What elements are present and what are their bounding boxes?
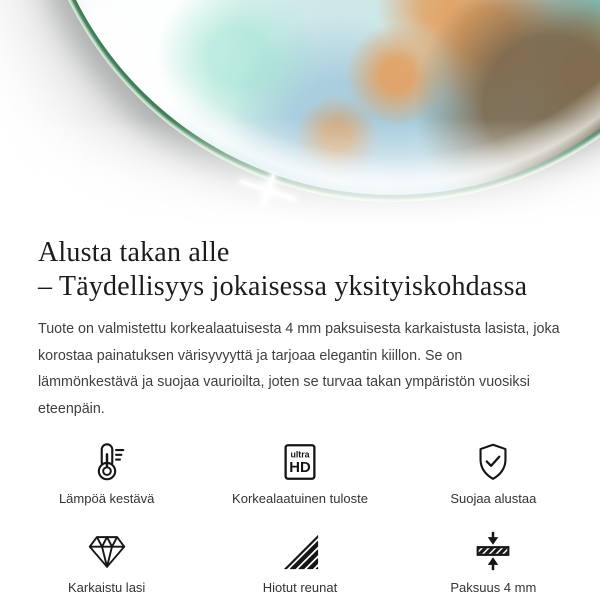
feature-item-tempered-glass [10,527,203,596]
glass-panel [31,0,600,202]
svg-text:HD: HD [289,460,311,477]
feature-item-print-quality [203,438,396,507]
shield-check-icon [470,439,516,485]
ultra-hd-icon [277,439,323,485]
thickness-icon [470,528,516,574]
diamond-icon [84,528,130,574]
feature-item-polished-edges [203,527,396,596]
svg-text:ultra: ultra [290,449,310,460]
feature-grid [10,438,590,596]
polished-edges-icon [277,528,323,574]
feature-label: Paksuus 4 mm [450,580,537,595]
feature-label: Karkaistu lasi [68,580,146,595]
content-section [0,236,600,422]
feature-item-thickness [397,527,590,596]
product-image [0,0,600,234]
title-line-2: – Täydellisyys jokaisessa yksityiskohdassa [38,271,528,302]
feature-item-heat-resistant [10,438,203,507]
marble-artwork [38,0,600,195]
feature-label: Lämpöä kestävä [58,491,155,506]
thermometer-icon [84,439,130,485]
feature-label: Suojaa alustaa [450,491,537,506]
page-title [38,236,566,304]
product-description: Tuote on valmistettu korkealaatuisesta 4 mm paksuisesta karkaistusta lasista, joka korostaa painatuksen värisyvyyttä ja tarjoaa elegantin kiillon. Se on lämmönkestävä ja suojaa vaurioilta, joten se turvaa takan ympäristön vuosiksi eteenpäin. [38,321,560,417]
feature-label: Hiotut reunat [262,580,338,595]
title-line-1: Alusta takan alle [38,237,230,268]
feature-label: Korkealaatuinen tuloste [232,491,368,506]
feature-item-protects-base [397,438,590,507]
